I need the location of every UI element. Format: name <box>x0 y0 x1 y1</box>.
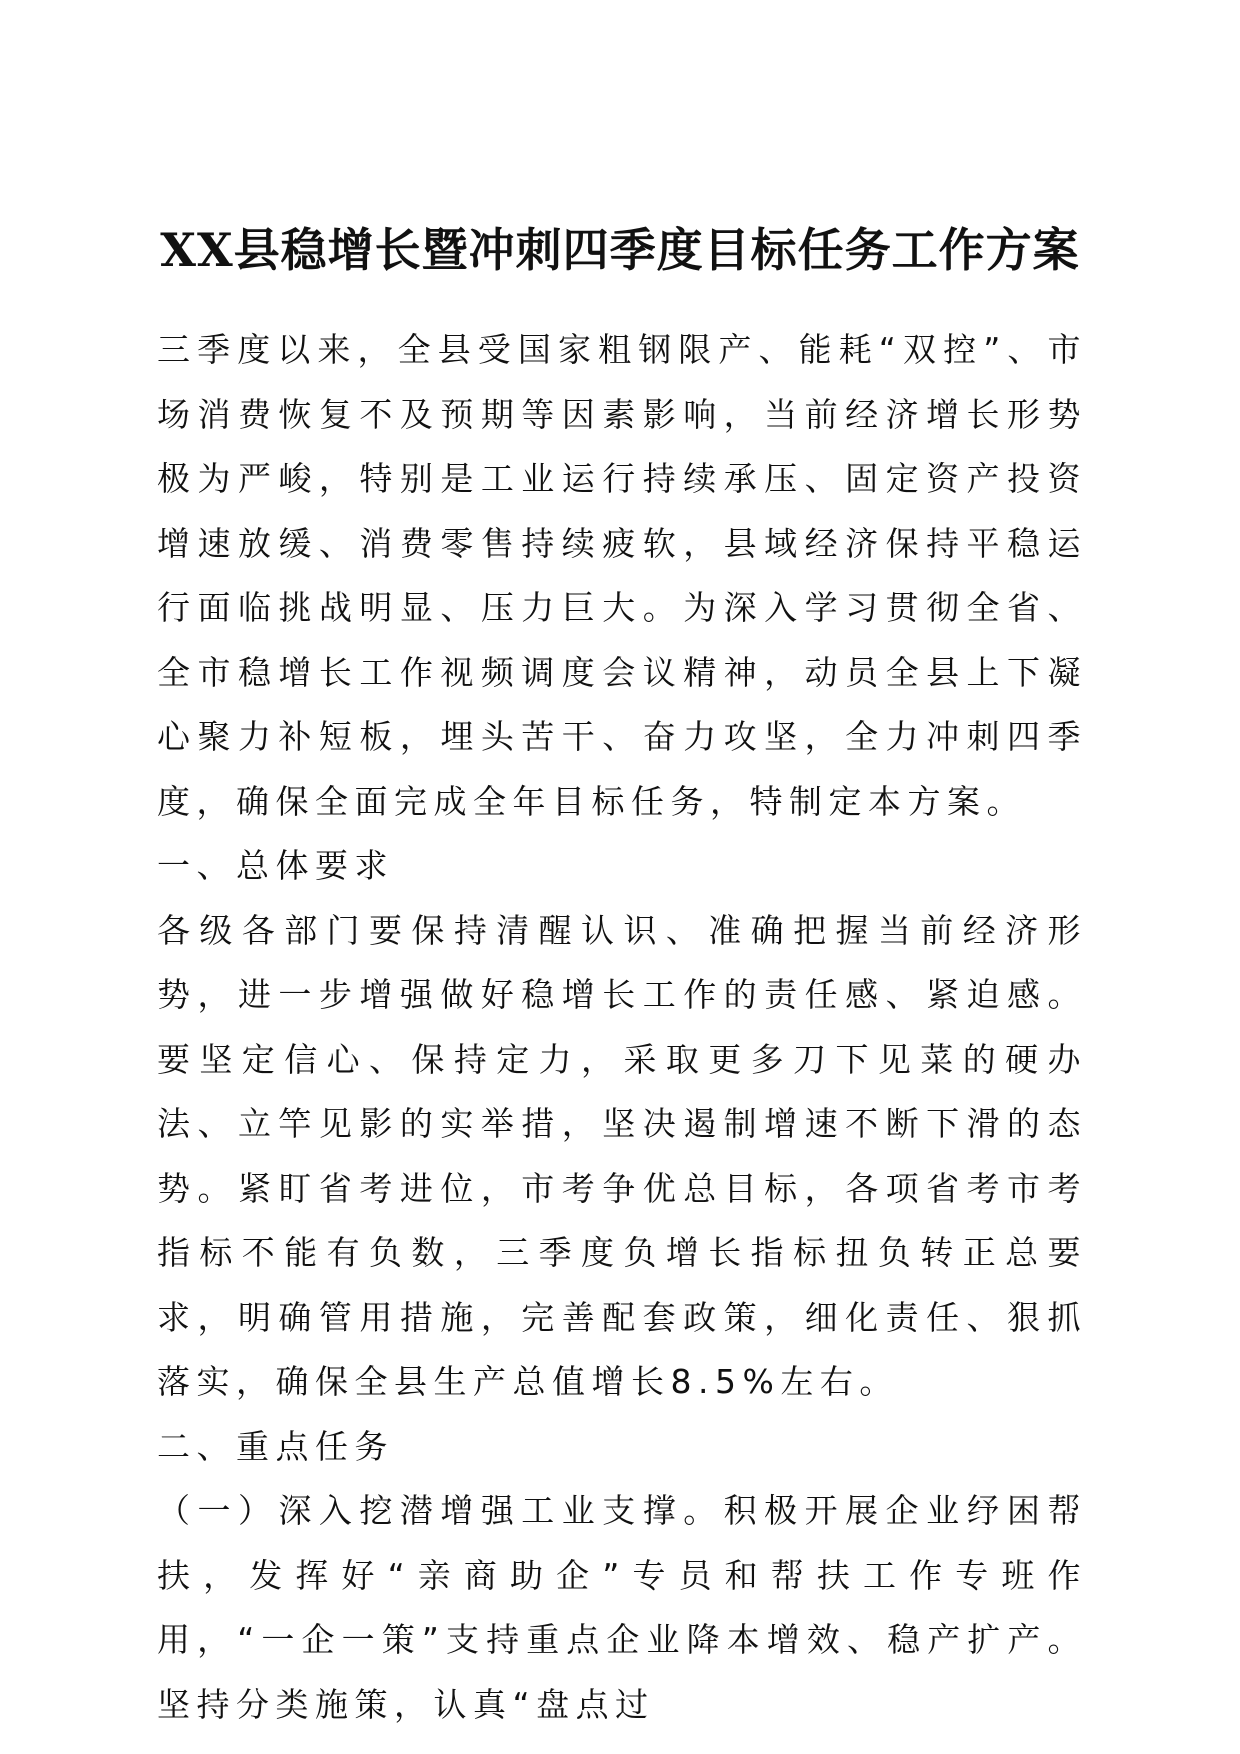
section-heading-general-requirements: 一、总体要求 <box>157 846 394 885</box>
general-requirements-paragraph: 各级各部门要保持清醒认识、准确把握当前经济形势，进一步增强做好稳增长工作的责任感、紧迫感。要坚定信心、保持定力，采取更多刀下见菜的硬办法、立竿见影的实举措，坚决遏制增速不断下滑的态势。紧盯省考进位，市考争优总目标，各项省考市考指标不能有负数，三季度负增长指标扭负转正总要求，明确管用措施，完善配套政策，细化责任、狠抓落实，确保全县生产总值增长8.5%左右。 <box>157 910 1087 1401</box>
key-task-1-paragraph: （一）深入挖潜增强工业支撑。积极开展企业纾困帮扶，发挥好“亲商助企”专员和帮扶工作专班作用，“一企一策”支持重点企业降本增效、稳产扩产。坚持分类施策，认真“盘点过 <box>157 1491 1087 1724</box>
document-title: XX县稳增长暨冲刺四季度目标任务工作方案 <box>160 223 1080 277</box>
intro-paragraph: 三季度以来，全县受国家粗钢限产、能耗“双控”、市场消费恢复不及预期等因素影响，当前经济增长形势极为严峻，特别是工业运行持续承压、固定资产投资增速放缓、消费零售持续疲软，县域经济保持平稳运行面临挑战明显、压力巨大。为深入学习贯彻全省、全市稳增长工作视频调度会议精神，动员全县上下凝心聚力补短板，埋头苦干、奋力攻坚，全力冲刺四季度，确保全面完成全年目标任务，特制定本方案。 <box>157 330 1087 821</box>
section-heading-key-tasks: 二、重点任务 <box>157 1426 394 1466</box>
document-body <box>157 318 1087 1737</box>
